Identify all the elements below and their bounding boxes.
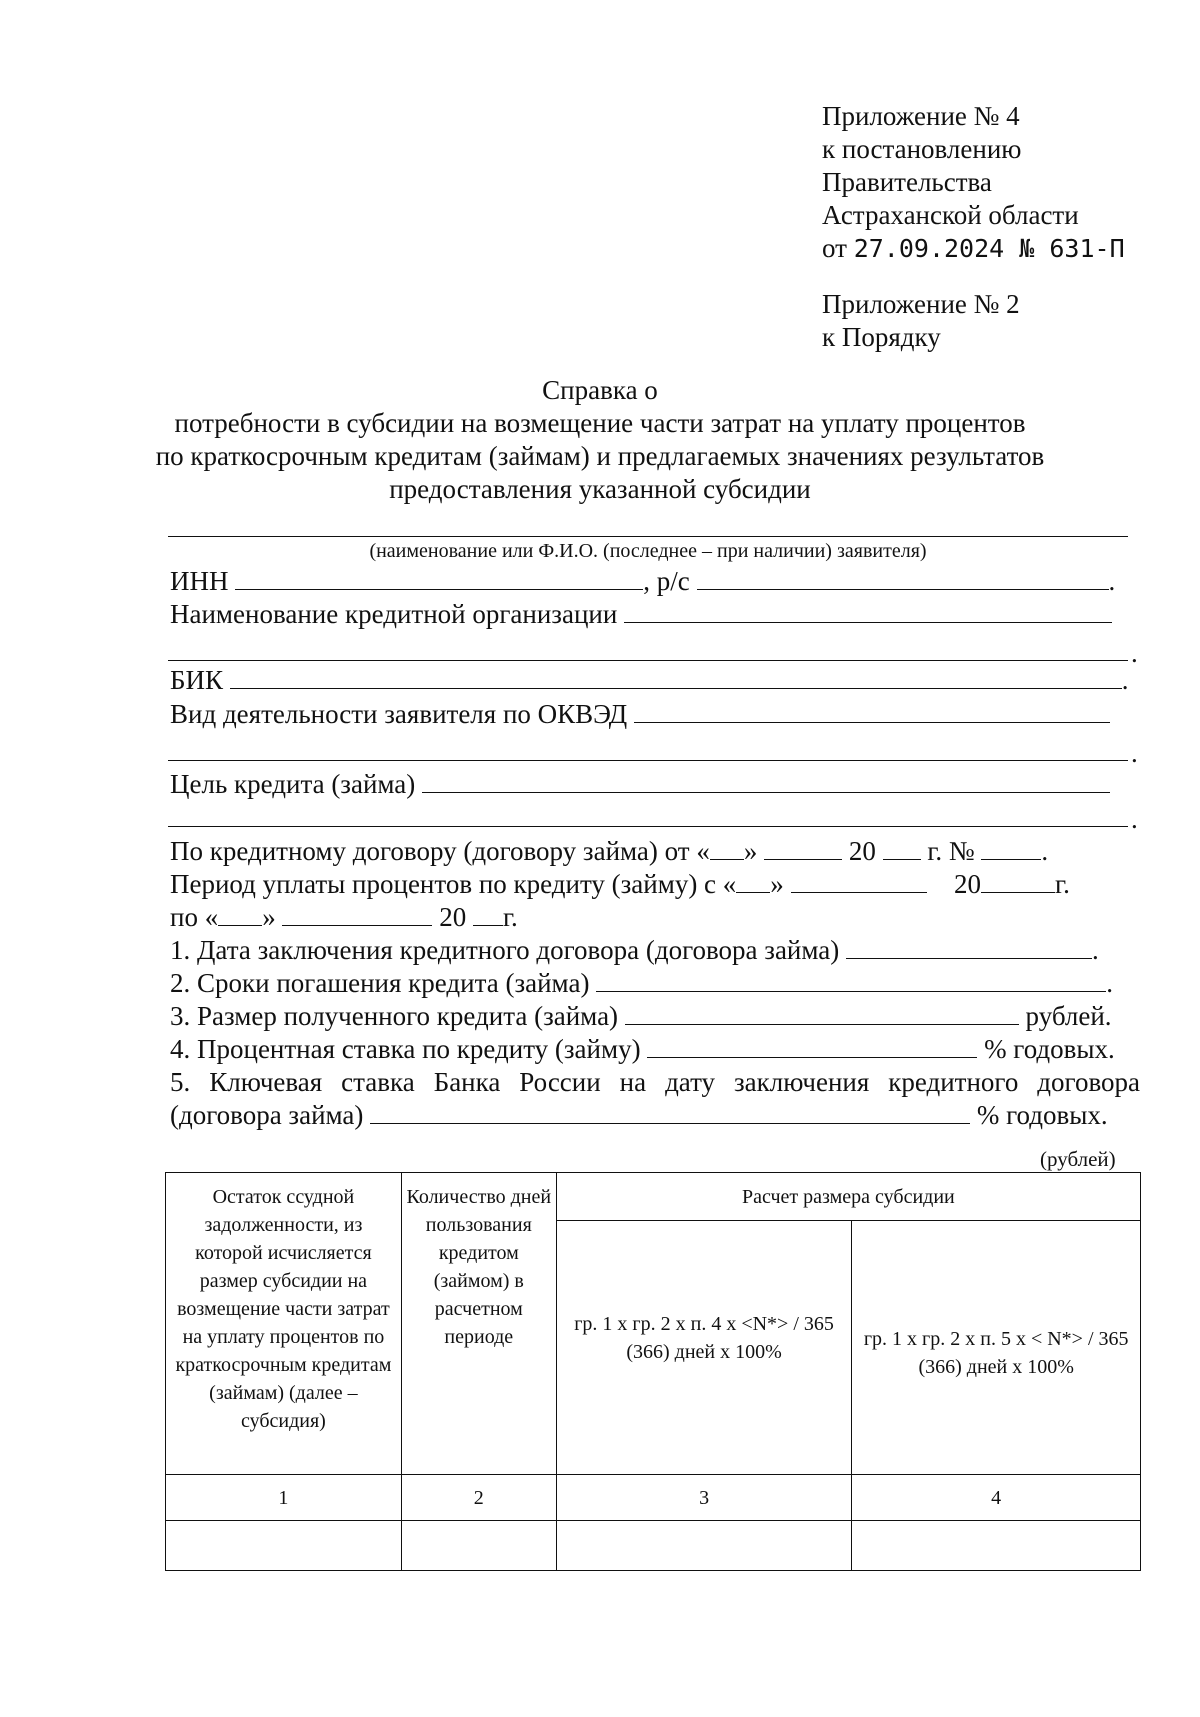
contract-number-field[interactable] (981, 835, 1041, 860)
period-row (170, 868, 1070, 900)
item-3-unit: рублей. (1025, 1001, 1112, 1031)
contract-row (170, 835, 1048, 867)
document-title-3: по краткосрочным кредитам (займам) и предлагаемых значениях результатов (155, 441, 1045, 471)
period-to-quote: » (262, 902, 276, 932)
data-cell-1[interactable] (166, 1521, 402, 1571)
data-cell-4[interactable] (852, 1521, 1141, 1571)
applicant-caption: (наименование или Ф.И.О. (последнее – при наличии) заявителя) (369, 540, 927, 562)
item-2-dot: . (1106, 968, 1113, 998)
col-number-3: 3 (556, 1475, 852, 1521)
applicant-name-line[interactable] (168, 536, 1128, 537)
document-title-4: предоставления указанной субсидии (389, 474, 811, 504)
item-5-unit: % годовых. (976, 1100, 1108, 1130)
data-cell-3[interactable] (556, 1521, 852, 1571)
period-to-month-field[interactable] (282, 901, 432, 926)
subsidy-calculation-table (165, 1172, 1141, 1571)
bank-row (170, 598, 1112, 630)
data-cell-2[interactable] (401, 1521, 556, 1571)
item-1-label: 1. Дата заключения кредитного договора (договора займа) (170, 935, 840, 965)
appendix-date-prefix: от (822, 233, 847, 263)
item-1-dot: . (1092, 935, 1099, 965)
col-3-header: гр. 1 х гр. 2 х п. 4 х <N*> / 365 (366) дней х 100% (556, 1221, 852, 1475)
bik-row (170, 664, 1129, 696)
appendix-line-1: Приложение № 4 (822, 101, 1020, 131)
period-to-year-field[interactable] (473, 901, 503, 926)
period-day-field[interactable] (736, 868, 770, 893)
bank-field[interactable] (624, 598, 1112, 623)
item-1-field[interactable] (846, 934, 1092, 959)
purpose-label: Цель кредита (займа) (170, 769, 416, 799)
appendix-line-2: к постановлению (822, 134, 1022, 164)
okved-label: Вид деятельности заявителя по ОКВЭД (170, 699, 628, 729)
appendix-line-6: Приложение № 2 (822, 289, 1020, 319)
period-label: Период уплаты процентов по кредиту (займу) с « (170, 869, 737, 899)
bik-dot: . (1121, 665, 1129, 695)
col-number-1: 1 (166, 1475, 402, 1521)
table-unit-label: (рублей) (1040, 1147, 1116, 1171)
appendix-line-7: к Порядку (822, 322, 941, 352)
item-5-field[interactable] (370, 1099, 970, 1124)
contract-number-label: г. № (927, 836, 975, 866)
col-number-4: 4 (852, 1475, 1141, 1521)
inn-row-dot: . (1108, 566, 1116, 596)
bank-label: Наименование кредитной организации (170, 599, 618, 629)
item-4-unit: % годовых. (984, 1034, 1115, 1064)
okved-row (170, 698, 1110, 730)
contract-month-field[interactable] (764, 835, 842, 860)
bank-field-line-2[interactable] (168, 660, 1128, 661)
col-2-header: Количество дней пользования кредитом (займом) в расчетном периоде (401, 1173, 556, 1475)
document-title-1: Справка о (542, 375, 658, 405)
bik-label: БИК (170, 665, 224, 695)
contract-quote: » (743, 836, 758, 866)
okved-dot: . (1131, 738, 1138, 768)
period-year-suffix: г. (1055, 869, 1070, 899)
item-3-field[interactable] (625, 1000, 1019, 1025)
period-to-label: по « (170, 902, 219, 932)
period-year-field[interactable] (981, 868, 1055, 893)
period-to-century: 20 (439, 902, 467, 932)
item-2-label: 2. Сроки погашения кредита (займа) (170, 968, 590, 998)
okved-field[interactable] (634, 698, 1110, 723)
item-5-label: (договора займа) (170, 1100, 364, 1130)
appendix-line-5 (822, 232, 1125, 265)
item-3-label: 3. Размер полученного кредита (займа) (170, 1001, 619, 1031)
bik-field[interactable] (230, 664, 1122, 689)
contract-year-field[interactable] (883, 835, 921, 860)
period-to-row (170, 901, 518, 933)
period-quote: » (770, 869, 784, 899)
contract-day-field[interactable] (710, 835, 744, 860)
period-month-field[interactable] (791, 868, 927, 893)
inn-field[interactable] (235, 565, 643, 590)
appendix-line-3: Правительства (822, 167, 992, 197)
contract-label: По кредитному договору (договору займа) от « (170, 836, 710, 866)
contract-century: 20 (848, 836, 876, 866)
col-4-header: гр. 1 х гр. 2 х п. 5 х < N*> / 365 (366) дней х 100% (852, 1221, 1141, 1475)
purpose-dot: . (1131, 804, 1138, 834)
item-3-row (170, 1000, 1112, 1032)
item-4-label: 4. Процентная ставка по кредиту (займу) (170, 1034, 641, 1064)
rs-field[interactable] (697, 565, 1109, 590)
appendix-line-4: Астраханской области (822, 200, 1079, 230)
okved-field-line-2[interactable] (168, 760, 1128, 761)
period-to-day-field[interactable] (218, 901, 262, 926)
item-1-row (170, 934, 1099, 966)
item-2-row (170, 967, 1113, 999)
col-number-2: 2 (401, 1475, 556, 1521)
appendix-date-number: 27.09.2024 № 631-П (853, 234, 1125, 263)
inn-label: ИНН (170, 566, 229, 596)
period-to-year-suffix: г. (502, 902, 518, 932)
item-2-field[interactable] (596, 967, 1106, 992)
bank-dot: . (1131, 638, 1138, 668)
purpose-field[interactable] (422, 768, 1110, 793)
contract-dot: . (1041, 836, 1049, 866)
col-1-header: Остаток ссудной задолженности, из которой исчисляется размер субсидии на возмещение части затрат на уплату процентов по краткосрочным кредитам (займам) (далее – субсидия) (166, 1173, 402, 1475)
document-title-2: потребности в субсидии на возмещение части затрат на уплату процентов (174, 408, 1026, 438)
item-4-row (170, 1033, 1115, 1065)
period-century: 20 (954, 869, 982, 899)
item-4-field[interactable] (647, 1033, 977, 1058)
item-5-line-1: 5. Ключевая ставка Банка России на дату заключения кредитного договора (170, 1067, 1140, 1097)
item-5-line-2 (170, 1099, 1108, 1131)
group-header: Расчет размера субсидии (556, 1173, 1140, 1221)
inn-row (170, 565, 1115, 597)
rs-label: , р/с (643, 566, 690, 596)
purpose-row (170, 768, 1110, 800)
purpose-field-line-2[interactable] (168, 826, 1128, 827)
